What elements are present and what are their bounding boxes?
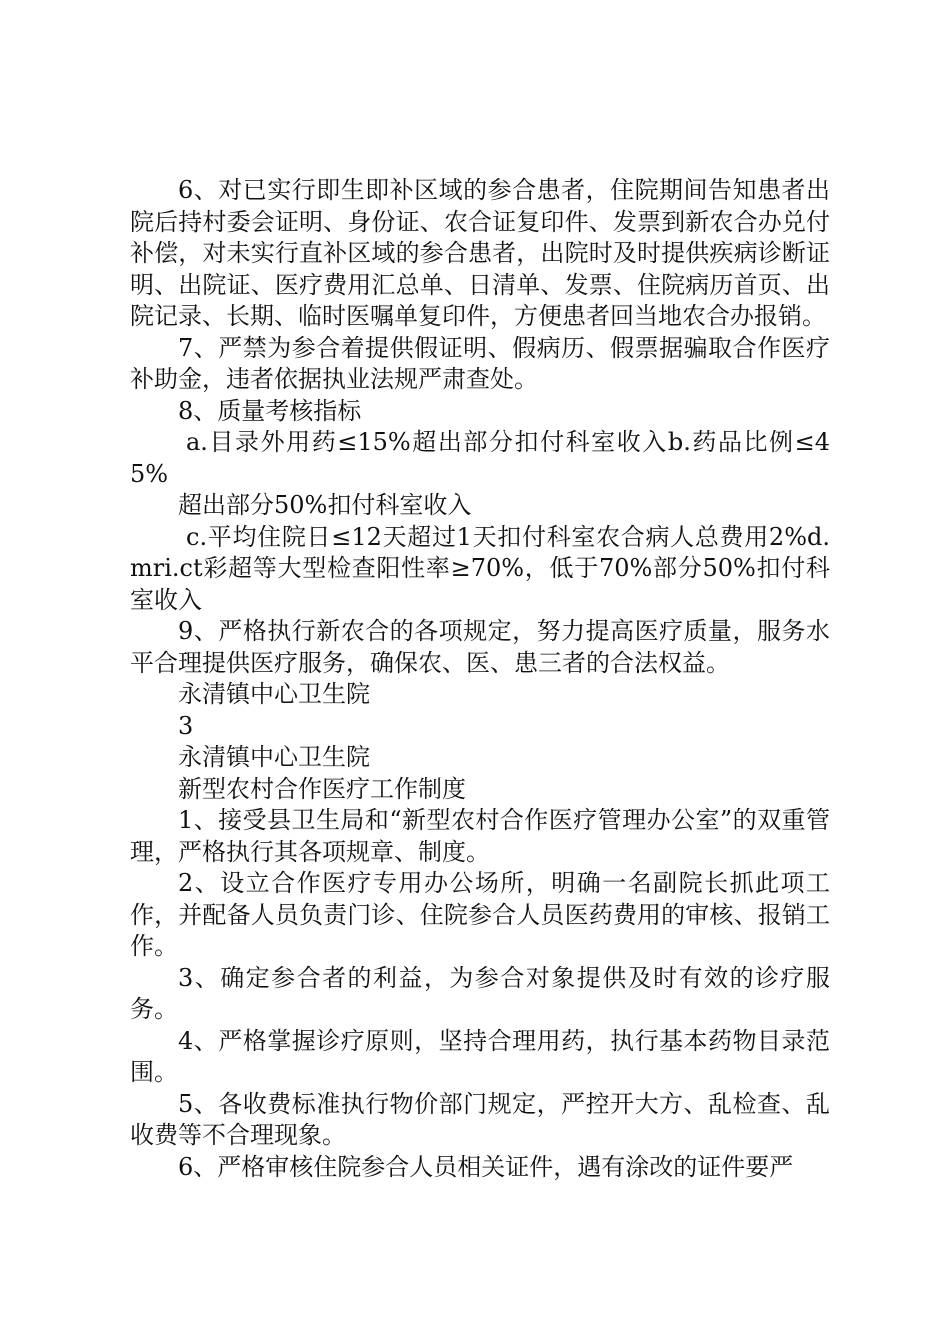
paragraph-rule-3: 3、确定参合者的利益，为参合对象提供及时有效的诊疗服务。 — [130, 963, 830, 1023]
paragraph-item-8-heading: 8、质量考核指标 — [178, 396, 362, 425]
signature-hospital-name: 永清镇中心卫生院 — [178, 680, 370, 708]
paragraph-item-7-prohibition: 7、严禁为参合着提供假证明、假病历、假票据骗取合作医疗补助金，违者依据执业法规严肃查处。 — [130, 333, 830, 393]
paragraph-indicator-a-b: a.目录外用药≤15%超出部分扣付科室收入b.药品比例≤45% — [130, 428, 830, 488]
paragraph-indicator-b-cont: 超出部分50%扣付科室收入 — [178, 491, 472, 519]
paragraph-rule-6: 6、严格审核住院参合人员相关证件，遇有涂改的证件要严 — [178, 1152, 794, 1181]
paragraph-item-6-reimbursement: 6、对已实行即生即补区域的参合患者，住院期间告知患者出院后持村委会证明、身份证、农合证复印件、发票到新农合办兑付补偿，对未实行直补区域的参合患者，出院时及时提供疾病诊断证明、出院证、医疗费用汇总单、日清单、发票、住院病历首页、出院记录、长期、临时医嘱单复印件，方便患者回当地农合办报销。 — [130, 176, 830, 330]
paragraph-item-9-rules: 9、严格执行新农合的各项规定，努力提高医疗质量，服务水平合理提供医疗服务，确保农、医、患三者的合法权益。 — [130, 617, 830, 677]
page-number: 3 — [178, 711, 194, 740]
paragraph-indicator-c-d: c.平均住院日≤12天超过1天扣付科室农合病人总费用2%d.mri.ct彩超等大型检查阳性率≥70%，低于70%部分50%扣付科室收入 — [130, 522, 830, 614]
document-body — [130, 175, 830, 1183]
paragraph-rule-2: 2、设立合作医疗专用办公场所，明确一名副院长抓此项工作，并配备人员负责门诊、住院参合人员医药费用的审核、报销工作。 — [130, 869, 830, 960]
hospital-name: 永清镇中心卫生院 — [178, 743, 370, 771]
paragraph-rule-5: 5、各收费标准执行物价部门规定，严控开大方、乱检查、乱收费等不合理现象。 — [130, 1089, 830, 1149]
paragraph-rule-1: 1、接受县卫生局和“新型农村合作医疗管理办公室”的双重管理，严格执行其各项规章、制度。 — [130, 806, 830, 866]
section-title: 新型农村合作医疗工作制度 — [178, 774, 466, 803]
paragraph-rule-4: 4、严格掌握诊疗原则，坚持合理用药，执行基本药物目录范围。 — [130, 1026, 830, 1086]
